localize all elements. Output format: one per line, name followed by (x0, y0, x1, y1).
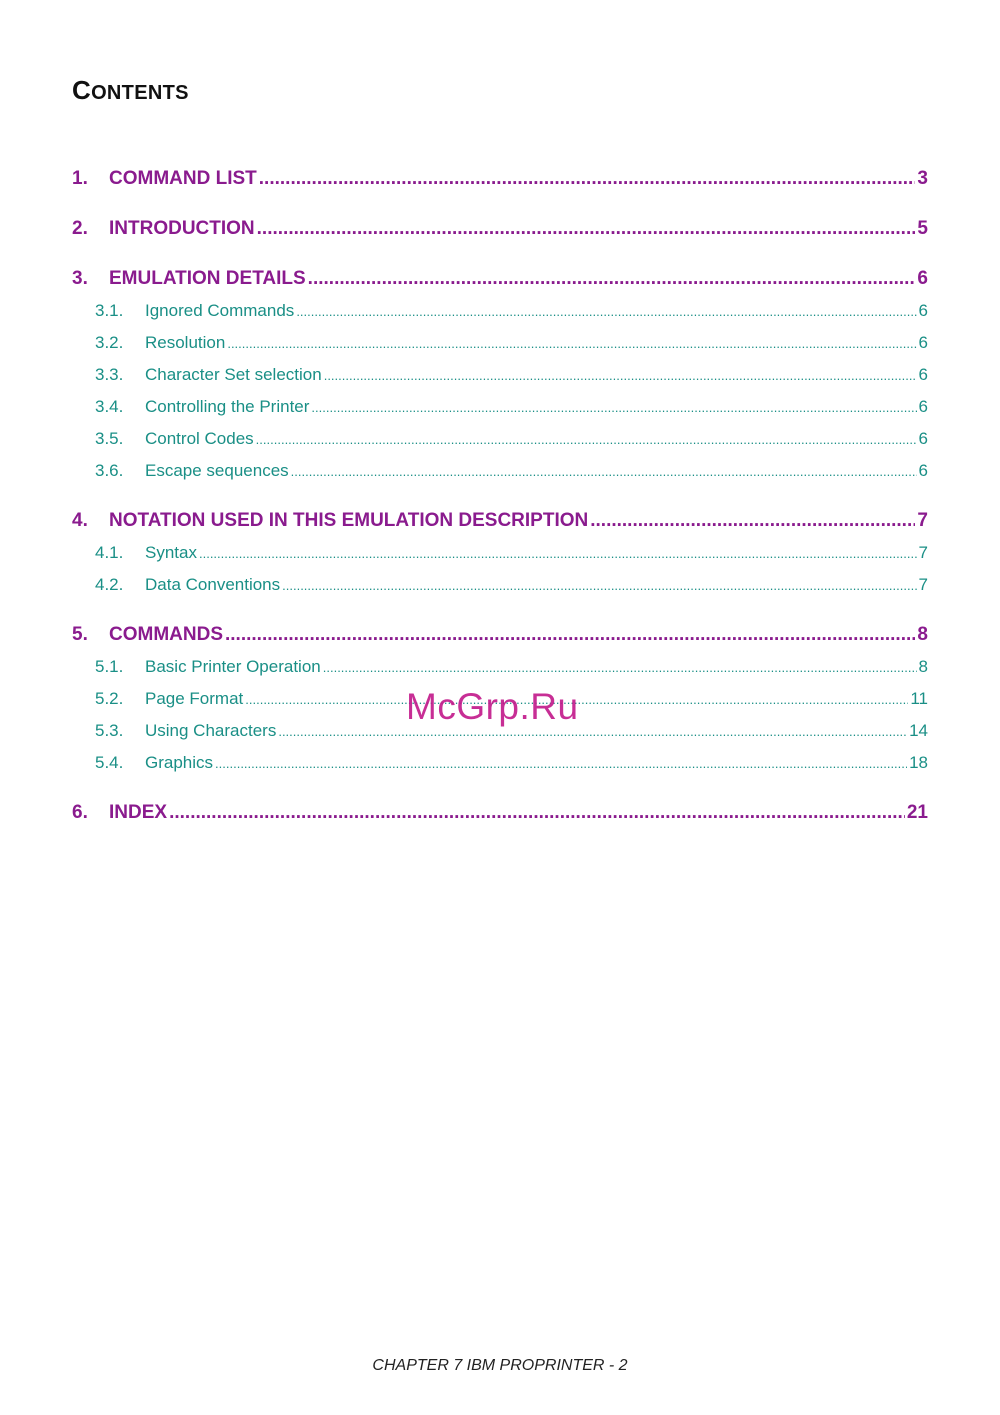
toc-subentry-control-codes[interactable] (72, 423, 928, 455)
toc-entry-number: 4. (72, 510, 88, 531)
toc-subentry-resolution[interactable] (72, 327, 928, 359)
toc-subentry-basic-printer-operation[interactable] (72, 651, 928, 683)
toc-entry-page: 5 (917, 218, 928, 239)
toc-dot-leader (590, 505, 915, 537)
toc-dot-leader (227, 328, 916, 359)
toc-entry-title: COMMAND LIST (109, 168, 257, 189)
toc-subentry-page: 6 (918, 461, 928, 480)
toc-entry-page: 21 (906, 802, 928, 823)
toc-entry-page: 3 (917, 168, 928, 189)
toc-dot-leader (311, 392, 916, 423)
toc-subentry-number: 3.4. (95, 397, 124, 416)
toc-subentry-number: 5.1. (95, 657, 124, 676)
toc-subentry-graphics[interactable] (72, 747, 928, 779)
toc-subentry-page: 6 (918, 301, 928, 320)
toc-subentry-number: 4.2. (95, 575, 124, 594)
toc-entry-index[interactable] (72, 797, 928, 829)
toc-subentry-number: 3.6. (95, 461, 124, 480)
toc-subentry-title: Graphics (145, 753, 214, 772)
toc-section (72, 213, 928, 245)
toc-subentry-page: 18 (909, 753, 928, 772)
toc-section (72, 263, 928, 487)
toc-dot-leader (278, 716, 907, 747)
toc-entry-number: 5. (72, 624, 88, 645)
toc-entry-page: 7 (917, 510, 928, 531)
toc-dot-leader (324, 360, 917, 391)
toc-subentry-page: 14 (909, 721, 928, 740)
toc-subentry-number: 4.1. (95, 543, 124, 562)
toc-entry-title: NOTATION USED IN THIS EMULATION DESCRIPTION (109, 510, 589, 531)
toc-dot-leader (296, 296, 916, 327)
toc-dot-leader (169, 797, 905, 829)
watermark: McGrp.Ru (406, 686, 579, 727)
toc-section (72, 163, 928, 195)
toc-subentry-number: 3.2. (95, 333, 124, 352)
toc-subentry-title: Escape sequences (145, 461, 289, 480)
toc-entry-title: COMMANDS (109, 624, 223, 645)
toc-subentry-number: 3.3. (95, 365, 124, 384)
toc-subentry-number: 5.3. (95, 721, 124, 740)
toc-subentry-page: 11 (910, 689, 928, 708)
toc-subentry-title: Resolution (145, 333, 226, 352)
toc-dot-leader (308, 263, 916, 295)
toc-dot-leader (282, 570, 916, 601)
toc-subentry-page: 6 (918, 365, 928, 384)
toc-entry-page: 8 (917, 624, 928, 645)
toc-subentry-ignored-commands[interactable] (72, 295, 928, 327)
toc-subentry-page: 7 (918, 575, 928, 594)
toc-subentry-title: Control Codes (145, 429, 254, 448)
toc-subentry-page: 6 (918, 429, 928, 448)
toc-subentry-title: Character Set selection (145, 365, 322, 384)
toc-subentry-character-set-selection[interactable] (72, 359, 928, 391)
toc-entry-command-list[interactable] (72, 163, 928, 195)
toc-dot-leader (225, 619, 915, 651)
page-footer: CHAPTER 7 IBM PROPRINTER - 2 (372, 1357, 628, 1374)
toc-entry-title: INDEX (109, 802, 168, 823)
toc-subentry-escape-sequences[interactable] (72, 455, 928, 487)
toc-dot-leader (291, 456, 917, 487)
toc-section (72, 505, 928, 601)
table-of-contents (72, 163, 928, 847)
toc-subentry-title: Data Conventions (145, 575, 281, 594)
toc-entry-notation[interactable] (72, 505, 928, 537)
toc-subentry-title: Page Format (145, 689, 244, 708)
toc-entry-introduction[interactable] (72, 213, 928, 245)
toc-entry-number: 3. (72, 268, 88, 289)
toc-subentry-page: 6 (918, 397, 928, 416)
toc-entry-number: 6. (72, 802, 88, 823)
toc-dot-leader (257, 213, 916, 245)
toc-entry-page: 6 (917, 268, 928, 289)
toc-dot-leader (256, 424, 917, 455)
toc-dot-leader (259, 163, 916, 195)
toc-subentry-title: Syntax (145, 543, 197, 562)
toc-subentry-page: 7 (918, 543, 928, 562)
toc-subentry-title: Controlling the Printer (145, 397, 310, 416)
toc-subentry-number: 3.1. (95, 301, 124, 320)
toc-subentry-data-conventions[interactable] (72, 569, 928, 601)
toc-entry-title: EMULATION DETAILS (109, 268, 306, 289)
toc-subentry-title: Using Characters (145, 721, 277, 740)
page-title-rest: ONTENTS (91, 82, 189, 104)
page-title-initial: C (72, 75, 92, 105)
toc-subentry-title: Ignored Commands (145, 301, 295, 320)
toc-dot-leader (323, 652, 917, 683)
toc-subentry-title: Basic Printer Operation (145, 657, 321, 676)
toc-subentry-syntax[interactable] (72, 537, 928, 569)
toc-entry-emulation-details[interactable] (72, 263, 928, 295)
toc-dot-leader (199, 538, 917, 569)
toc-entry-number: 1. (72, 168, 88, 189)
toc-subentry-number: 5.2. (95, 689, 124, 708)
toc-subentry-controlling-the-printer[interactable] (72, 391, 928, 423)
toc-section (72, 797, 928, 829)
toc-entry-title: INTRODUCTION (109, 218, 255, 239)
toc-subentry-number: 3.5. (95, 429, 124, 448)
toc-subentry-page: 8 (918, 657, 928, 676)
toc-subentry-page: 6 (918, 333, 928, 352)
toc-entry-number: 2. (72, 218, 88, 239)
toc-entry-commands[interactable] (72, 619, 928, 651)
toc-dot-leader (215, 748, 907, 779)
toc-subentry-number: 5.4. (95, 753, 124, 772)
page-title (72, 74, 189, 109)
